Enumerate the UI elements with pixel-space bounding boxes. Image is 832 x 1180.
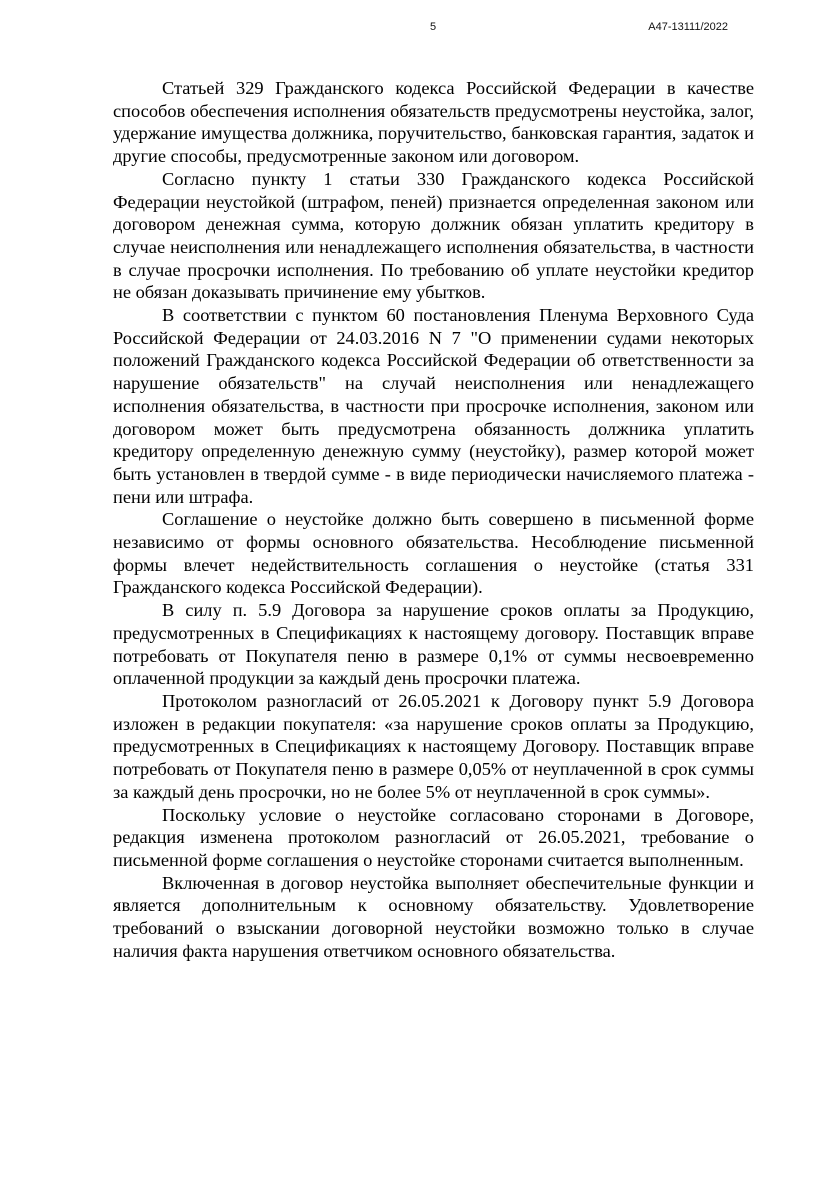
paragraph: Включенная в договор неустойка выполняет обеспечительные функции и является дополнительным к основному обязательству. Удовлетворение требований о взыскании договорной неустойки возможно только в случае наличия факта нарушения ответчиком основного обязательства. xyxy=(113,872,754,961)
paragraph: Статьей 329 Гражданского кодекса Российской Федерации в качестве способов обеспечения исполнения обязательств предусмотрены неустойка, залог, удержание имущества должника, поручительство, банковская гарантия, задаток и другие способы, предусмотренные законом или договором. xyxy=(113,78,754,167)
document-body xyxy=(113,77,754,962)
paragraph: Протоколом разногласий от 26.05.2021 к Договору пункт 5.9 Договора изложен в редакции покупателя: «за нарушение сроков оплаты за Продукцию, предусмотренных в Спецификациях к настоящему Договору. Поставщик вправе потребовать от Покупателя пеню в размере 0,05% от неуплаченной в срок суммы за каждый день просрочки, но не более 5% от неуплаченной в срок суммы». xyxy=(113,690,754,802)
paragraph: Поскольку условие о неустойке согласовано сторонами в Договоре, редакция изменена протоколом разногласий от 26.05.2021, требование о письменной форме соглашения о неустойке сторонами считается выполненным. xyxy=(113,804,754,870)
case-number: А47-13111/2022 xyxy=(648,21,728,33)
paragraph: Согласно пункту 1 статьи 330 Гражданского кодекса Российской Федерации неустойкой (штрафом, пеней) признается определенная законом или договором денежная сумма, которую должник обязан уплатить кредитору в случае неисполнения или ненадлежащего исполнения обязательства, в частности в случае просрочки исполнения. По требованию об уплате неустойки кредитор не обязан доказывать причинение ему убытков. xyxy=(113,168,754,303)
page-number: 5 xyxy=(429,21,437,33)
paragraph: Соглашение о неустойке должно быть совершено в письменной форме независимо от формы основного обязательства. Несоблюдение письменной формы влечет недействительность соглашения о неустойке (статья 331 Гражданского кодекса Российской Федерации). xyxy=(113,509,754,598)
paragraph: В силу п. 5.9 Договора за нарушение сроков оплаты за Продукцию, предусмотренных в Спецификациях к настоящему договору. Поставщик вправе потребовать от Покупателя пеню в размере 0,1% от суммы несвоевременно оплаченной продукции за каждый день просрочки платежа. xyxy=(113,600,754,689)
paragraph: В соответствии с пунктом 60 постановления Пленума Верховного Суда Российской Федерации от 24.03.2016 N 7 "О применении судами некоторых положений Гражданского кодекса Российской Федерации об ответственности за нарушение обязательств" на случай неисполнения или ненадлежащего исполнения обязательства, в частности при просрочке исполнения, законом или договором может быть предусмотрена обязанность должника уплатить кредитору определенную денежную сумму (неустойку), размер которой может быть установлен в твердой сумме - в виде периодически начисляемого платежа - пени или штрафа. xyxy=(113,305,754,507)
